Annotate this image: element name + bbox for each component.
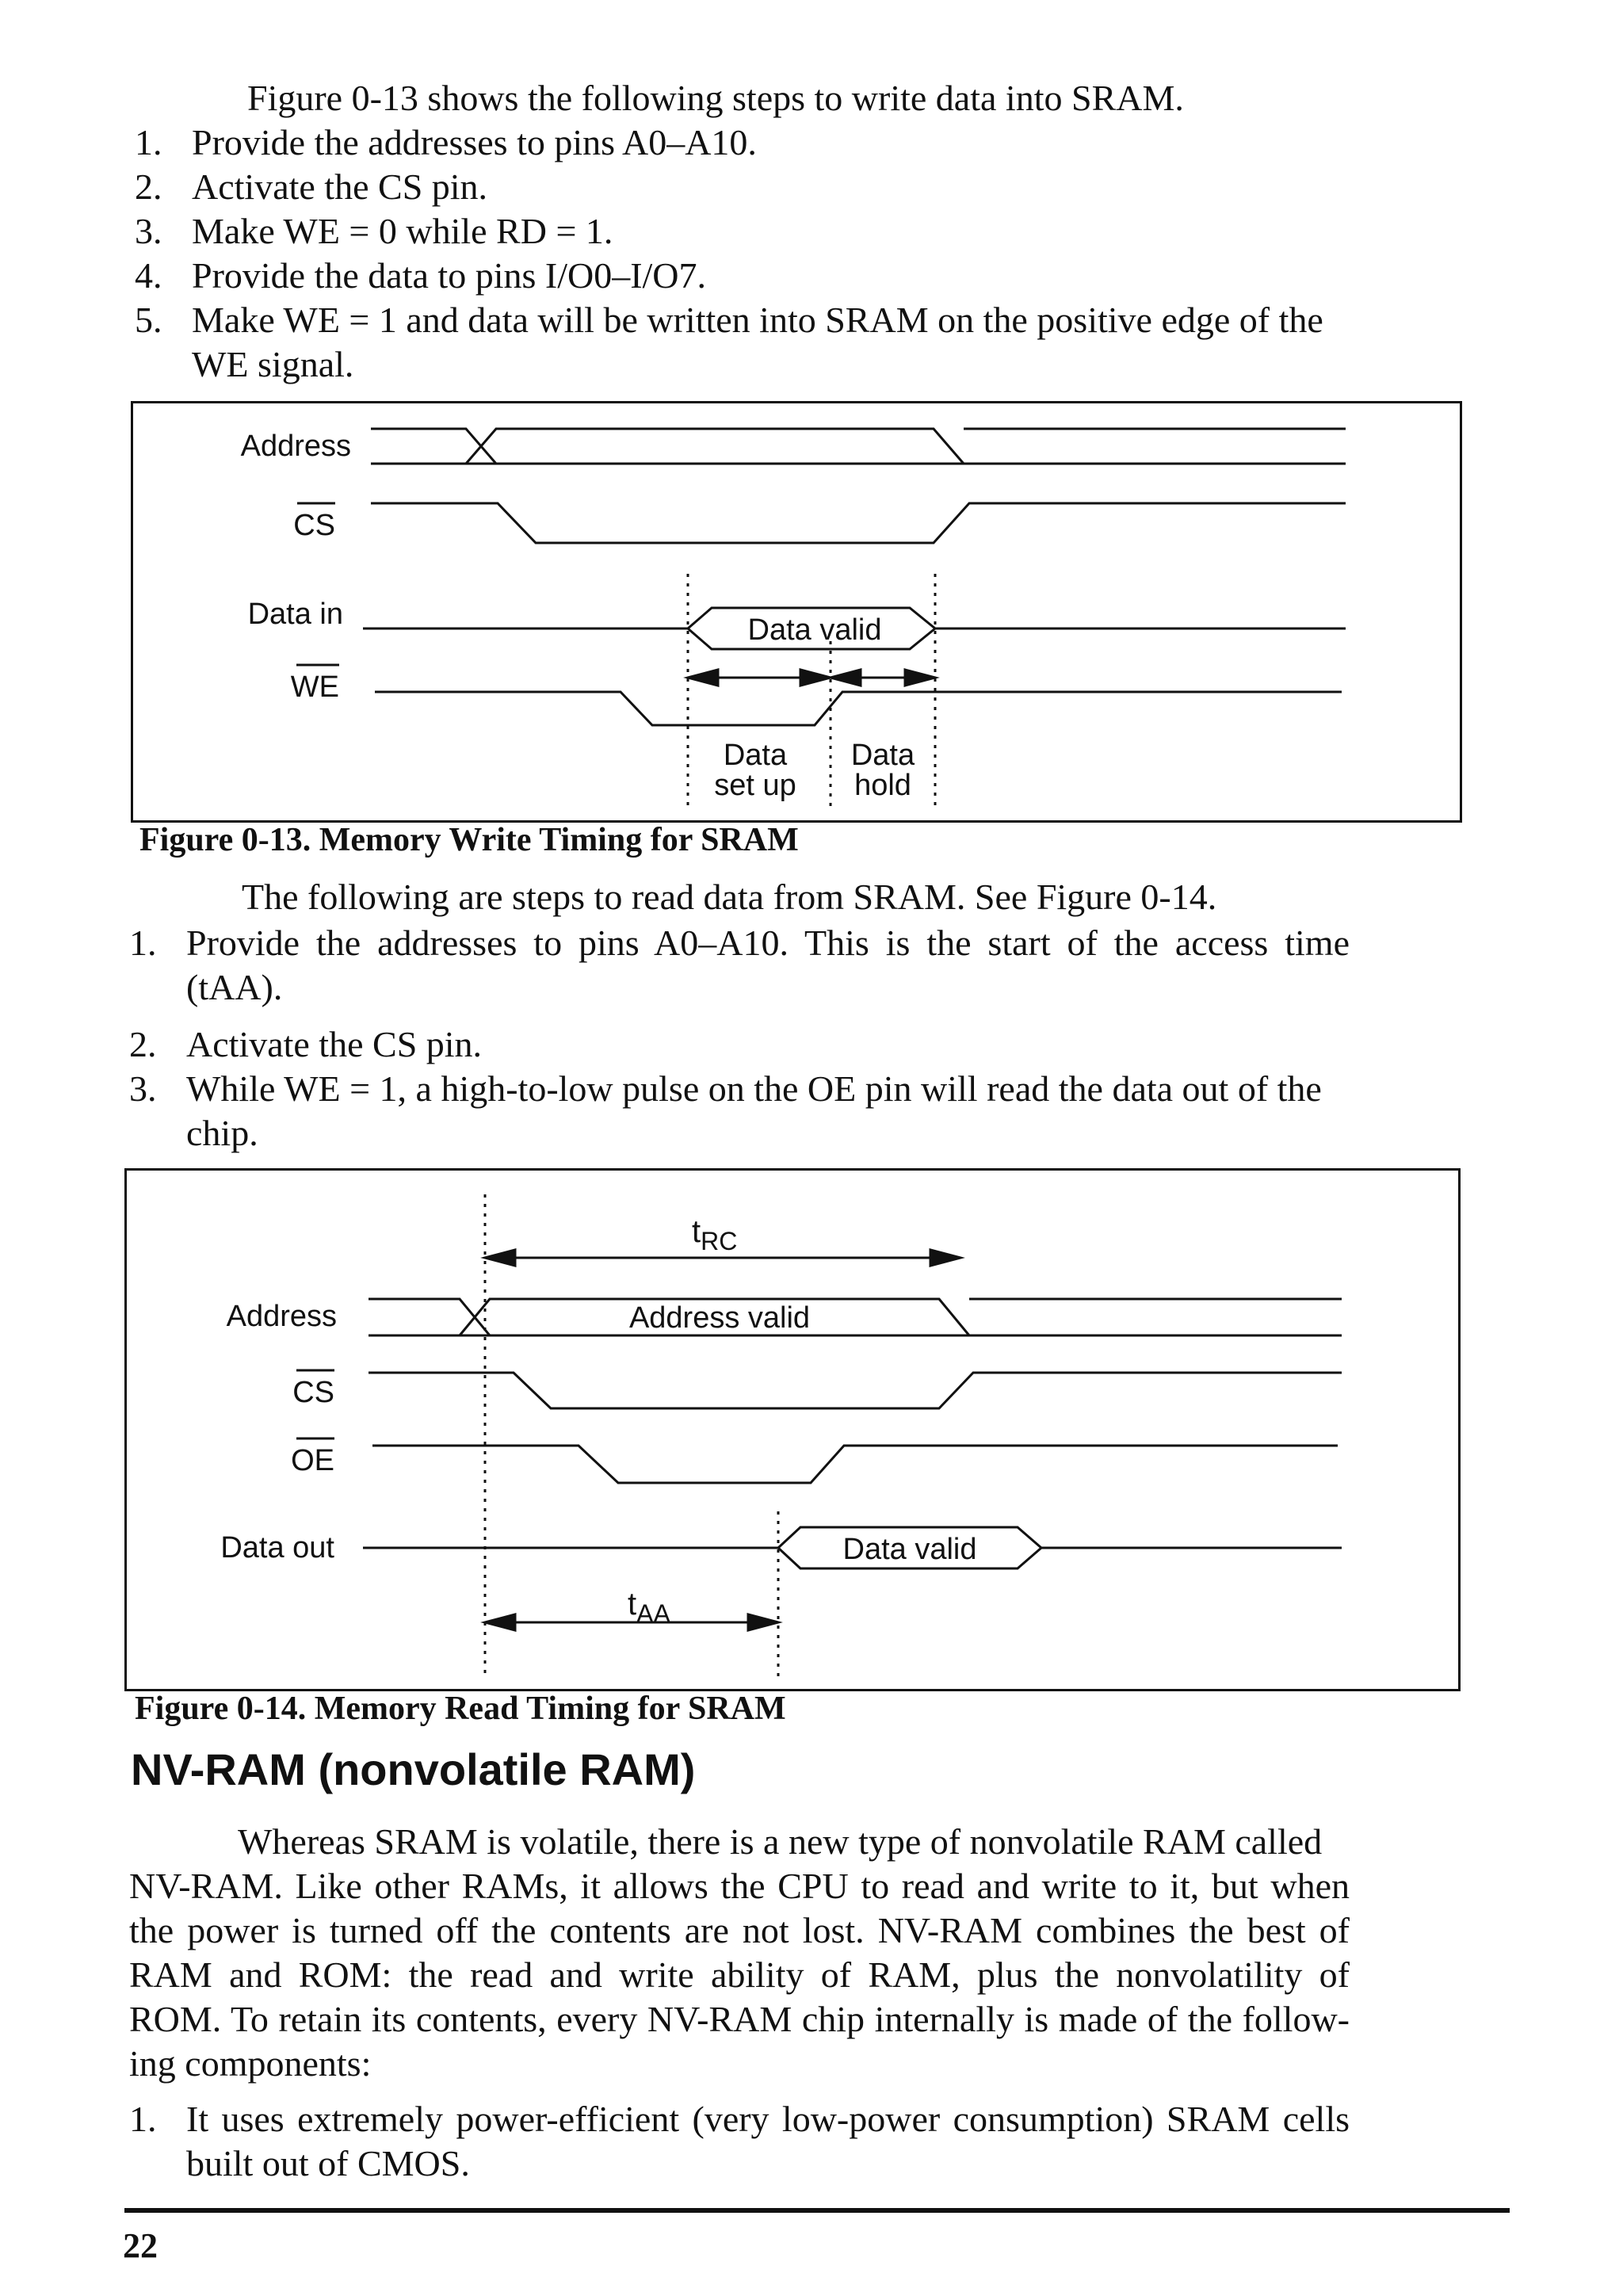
data-valid-label: Data valid (842, 1533, 977, 1566)
step-number: 4. (135, 255, 162, 296)
setup-label-1: Data (723, 739, 788, 772)
step-text-cont: chip. (186, 1113, 258, 1153)
nvram-item-1 (129, 2097, 1350, 2186)
data-out-label: Data out (220, 1531, 334, 1564)
address-label: Address (240, 430, 351, 463)
step-text: Provide the data to pins I/O0–I/O7. (192, 255, 707, 296)
address-label: Address (226, 1300, 337, 1333)
write-step-1 (135, 120, 1347, 165)
nvram-paragraph-line: the power is turned off the contents are not lost. NV-RAM combines the best of (129, 1910, 1350, 1950)
cs-waveform (371, 503, 1346, 543)
write-step-2 (135, 165, 1347, 209)
section-heading: NV-RAM (nonvolatile RAM) (131, 1744, 696, 1794)
we-waveform (375, 692, 1342, 725)
trc-label: $t_{RC}$ (692, 1214, 738, 1255)
step-text-cont: WE signal. (192, 344, 354, 384)
read-step-2 (129, 1022, 1350, 1067)
write-step-3 (135, 209, 1347, 254)
step-number: 3. (129, 1068, 157, 1109)
hold-label-1: Data (850, 739, 915, 772)
read-timing-diagram (127, 1171, 1458, 1689)
item-text: It uses extremely power-efficient (very low-power consumption) SRAM cells (186, 2099, 1350, 2139)
figure-13-frame (131, 401, 1462, 823)
nvram-paragraph-line: ROM. To retain its contents, every NV-RAM chip internally is made of the follow- (129, 1999, 1350, 2039)
footer-rule (124, 2208, 1510, 2213)
step-text: Activate the CS pin. (192, 166, 488, 207)
figure-13-caption: Figure 0-13. Memory Write Timing for SRAM (139, 822, 799, 858)
page-number: 22 (123, 2226, 158, 2265)
data-valid-label: Data valid (747, 613, 882, 647)
we-label: WE (290, 670, 339, 704)
figure-14-caption: Figure 0-14. Memory Read Timing for SRAM (135, 1690, 786, 1727)
step-number: 2. (135, 166, 162, 207)
step-number: 1. (129, 923, 157, 963)
step-text: While WE = 1, a high-to-low pulse on the OE pin will read the data out of the (186, 1068, 1322, 1109)
step-text: Make WE = 0 while RD = 1. (192, 211, 613, 251)
oe-waveform (372, 1446, 1338, 1483)
data-in-label: Data in (247, 598, 343, 631)
figure-14-frame (124, 1168, 1461, 1691)
write-timing-diagram (133, 403, 1460, 820)
write-intro: Figure 0-13 shows the following steps to write data into SRAM. (247, 78, 1184, 118)
read-intro: The following are steps to read data from SRAM. See Figure 0-14. (242, 877, 1217, 917)
item-text-cont: built out of CMOS. (186, 2143, 470, 2183)
setup-label-2: set up (714, 769, 796, 802)
step-number: 3. (135, 211, 162, 251)
step-number: 2. (129, 1024, 157, 1064)
address-valid-label: Address valid (628, 1301, 811, 1335)
cs-waveform (369, 1373, 1342, 1408)
step-number: 1. (135, 122, 162, 162)
nvram-paragraph-line: NV-RAM. Like other RAMs, it allows the CPU to read and write to it, but when (129, 1866, 1350, 1906)
step-text: Provide the addresses to pins A0–A10. This is the start of the access time (186, 923, 1350, 963)
write-step-5 (135, 298, 1347, 387)
nvram-paragraph-line: RAM and ROM: the read and write ability of RAM, plus the nonvolatility of (129, 1954, 1350, 1995)
cs-label: CS (293, 509, 335, 542)
address-waveform (371, 429, 1346, 464)
item-number: 1. (129, 2099, 157, 2139)
step-text: Make WE = 1 and data will be written into SRAM on the positive edge of the (192, 300, 1323, 340)
step-number: 5. (135, 300, 162, 340)
nvram-paragraph-line: Whereas SRAM is volatile, there is a new type of nonvolatile RAM called (238, 1821, 1323, 1862)
taa-label: $t_{AA}$ (628, 1587, 670, 1628)
address-waveform (369, 1299, 1342, 1335)
hold-label-2: hold (854, 769, 911, 802)
nvram-paragraph-line: ing components: (129, 2043, 372, 2084)
write-step-4 (135, 254, 1347, 298)
cs-label: CS (292, 1376, 334, 1409)
step-text-cont: (tAA). (186, 967, 283, 1007)
step-text: Provide the addresses to pins A0–A10. (192, 122, 757, 162)
read-step-1 (129, 921, 1350, 1010)
step-text: Activate the CS pin. (186, 1024, 483, 1064)
read-step-3 (129, 1067, 1350, 1156)
oe-label: OE (291, 1444, 334, 1477)
